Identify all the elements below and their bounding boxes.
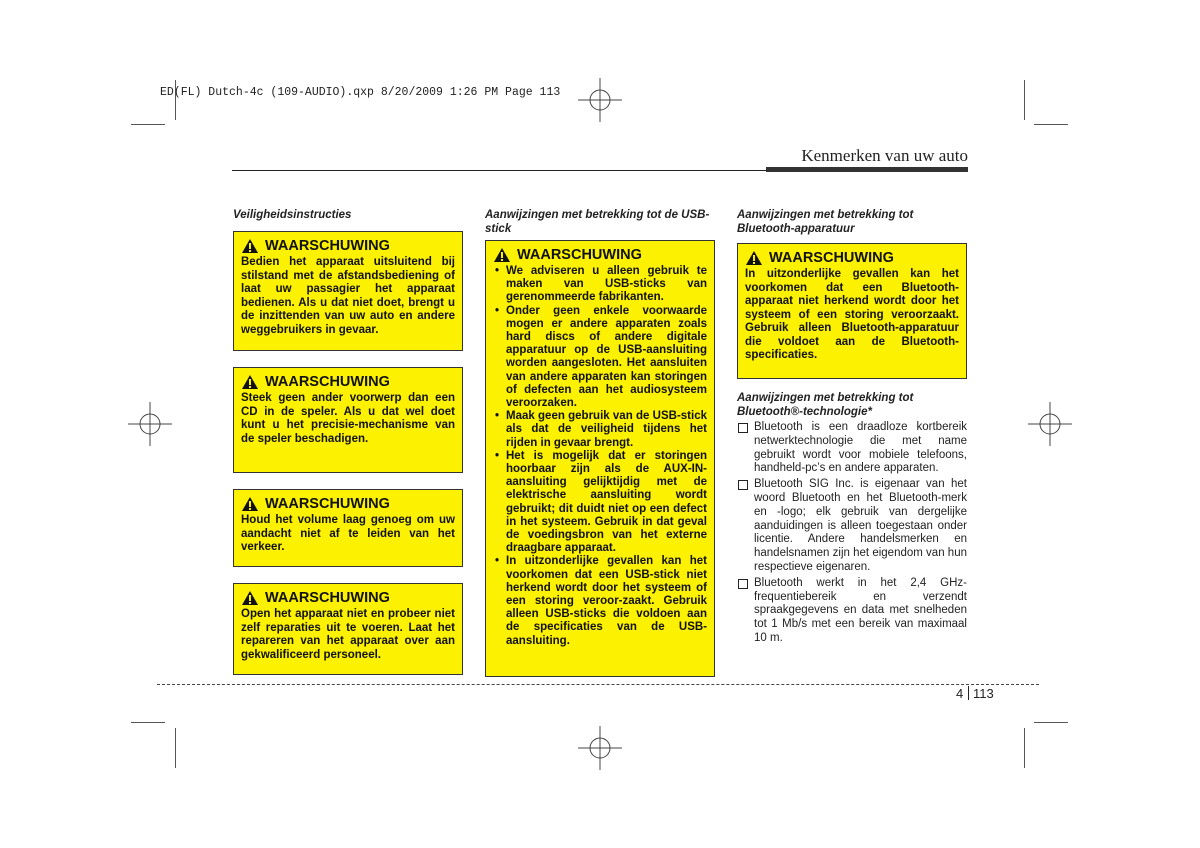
section-heading-usb: Aanwijzingen met betrekking tot de USB-stick	[485, 209, 710, 235]
warning-triangle-icon	[241, 496, 259, 512]
warning-title: WAARSCHUWING	[265, 496, 390, 512]
crop-mark	[1024, 728, 1025, 768]
list-item: • Het is mogelijk dat er storingen hoorbaar zijn als de AUX-IN-aansluiting gelijktijdig met de elektrische aansluiting wordt gebruikt; dit duidt niet op een defect in het systeem. Gebruik in dat geval de voedingsbron van het externe draagbare apparaat.	[493, 450, 707, 556]
header-rule-thick	[766, 167, 968, 172]
warning-title: WAARSCHUWING	[265, 238, 390, 254]
page-number-separator	[968, 686, 969, 700]
warning-triangle-icon	[241, 238, 259, 254]
warning-box-usb	[485, 240, 715, 677]
warning-text: Houd het volume laag genoeg om uw aandacht niet af te leiden van het verkeer.	[241, 514, 455, 553]
warning-title: WAARSCHUWING	[517, 247, 642, 263]
warning-triangle-icon	[241, 590, 259, 606]
list-item: • Onder geen enkele voorwaarde mogen er andere apparaten zoals hard discs of andere digitale apparatuur op de USB-aansluiting worden aangesloten. Het aansluiten van andere apparaten kan storingen of defecten aan het audiosysteem veroorzaken.	[493, 305, 707, 411]
warning-box	[233, 489, 463, 567]
registration-mark-icon	[578, 78, 622, 122]
crop-mark	[1034, 124, 1068, 125]
warning-text: Steek geen ander voorwerp dan een CD in de speler. Als u dat wel doet kunt u het precisie-mechanisme van de speler beschadigen.	[241, 392, 455, 445]
chapter-number: 4	[956, 686, 964, 701]
registration-mark-icon	[128, 402, 172, 446]
list-item: Bluetooth SIG Inc. is eigenaar van het woord Bluetooth en het Bluetooth-merk en -logo; elk gebruik van dergelijke aanduidingen is alleen toegestaan onder licentie. Andere handelsmerken en handelsnamen zijn het eigendom van hun respectieve eigenaren.	[737, 478, 967, 575]
warning-title: WAARSCHUWING	[265, 374, 390, 390]
warning-triangle-icon	[493, 247, 511, 263]
warning-text: Bedien het apparaat uitsluitend bij stilstand met de afstandsbediening of laat uw passagier het apparaat bedienen. Als u dat niet doet, brengt u de inzittenden van uw auto en andere weggebruikers in gevaar.	[241, 256, 455, 336]
warning-box	[233, 583, 463, 675]
footer-rule	[157, 684, 1039, 685]
warning-title: WAARSCHUWING	[265, 590, 390, 606]
header-rule	[232, 170, 766, 171]
crop-mark	[175, 728, 176, 768]
warning-list	[493, 265, 707, 648]
registration-mark-icon	[578, 726, 622, 770]
warning-box	[233, 231, 463, 351]
list-item: • In uitzonderlijke gevallen kan het voorkomen dat een USB-stick niet herkend wordt door het systeem of een storing veroor-zaakt. Gebruik alleen USB-sticks die voldoen aan de specificaties van de USB-aansluiting.	[493, 555, 707, 647]
warning-triangle-icon	[745, 250, 763, 266]
warning-triangle-icon	[241, 374, 259, 390]
warning-box	[233, 367, 463, 473]
running-title: Kenmerken van uw auto	[801, 146, 968, 165]
warning-text: In uitzonderlijke gevallen kan het voorkomen dat een Bluetooth-apparaat niet herkend wordt door het systeem of een storing veroorzaakt. Gebruik alleen Bluetooth-apparatuur die voldoet aan de Bluetooth-specificaties.	[745, 268, 959, 361]
section-heading-safety: Veiligheidsinstructies	[233, 209, 352, 221]
section-heading-bluetooth: Aanwijzingen met betrekking tot Bluetooth-apparatuur	[737, 209, 914, 235]
crop-mark	[1034, 722, 1068, 723]
crop-mark	[131, 124, 165, 125]
crop-mark	[1024, 80, 1025, 120]
registration-mark-icon	[1028, 402, 1072, 446]
crop-mark	[131, 722, 165, 723]
page-number: 113	[973, 686, 994, 701]
warning-text: Open het apparaat niet en probeer niet zelf reparaties uit te voeren. Laat het repareren van het apparaat over aan gekwalificeerd personeel.	[241, 608, 455, 661]
warning-title: WAARSCHUWING	[769, 250, 894, 266]
list-item: Bluetooth is een draadloze kortbereik netwerktechnologie die met name gebruikt wordt voor mobiele telefoons, handheld-pc’s en andere apparaten.	[737, 421, 967, 476]
print-slug: ED(FL) Dutch-4c (109-AUDIO).qxp 8/20/2009 1:26 PM Page 113	[160, 86, 561, 99]
list-item: Bluetooth werkt in het 2,4 GHz-frequentiebereik en verzendt spraakgegevens en data met snelheden tot 1 Mb/s met een bereik van maximaal 10 m.	[737, 577, 967, 646]
list-item: • We adviseren u alleen gebruik te maken van USB-sticks van gerenommeerde fabrikanten.	[493, 265, 707, 305]
section-heading-bluetooth-tech: Aanwijzingen met betrekking tot Bluetooth®-technologie*	[737, 392, 914, 418]
bluetooth-info-list	[737, 421, 967, 648]
warning-box-bluetooth	[737, 243, 967, 379]
list-item: • Maak geen gebruik van de USB-stick als dat de veiligheid tijdens het rijden in gevaar brengt.	[493, 410, 707, 450]
